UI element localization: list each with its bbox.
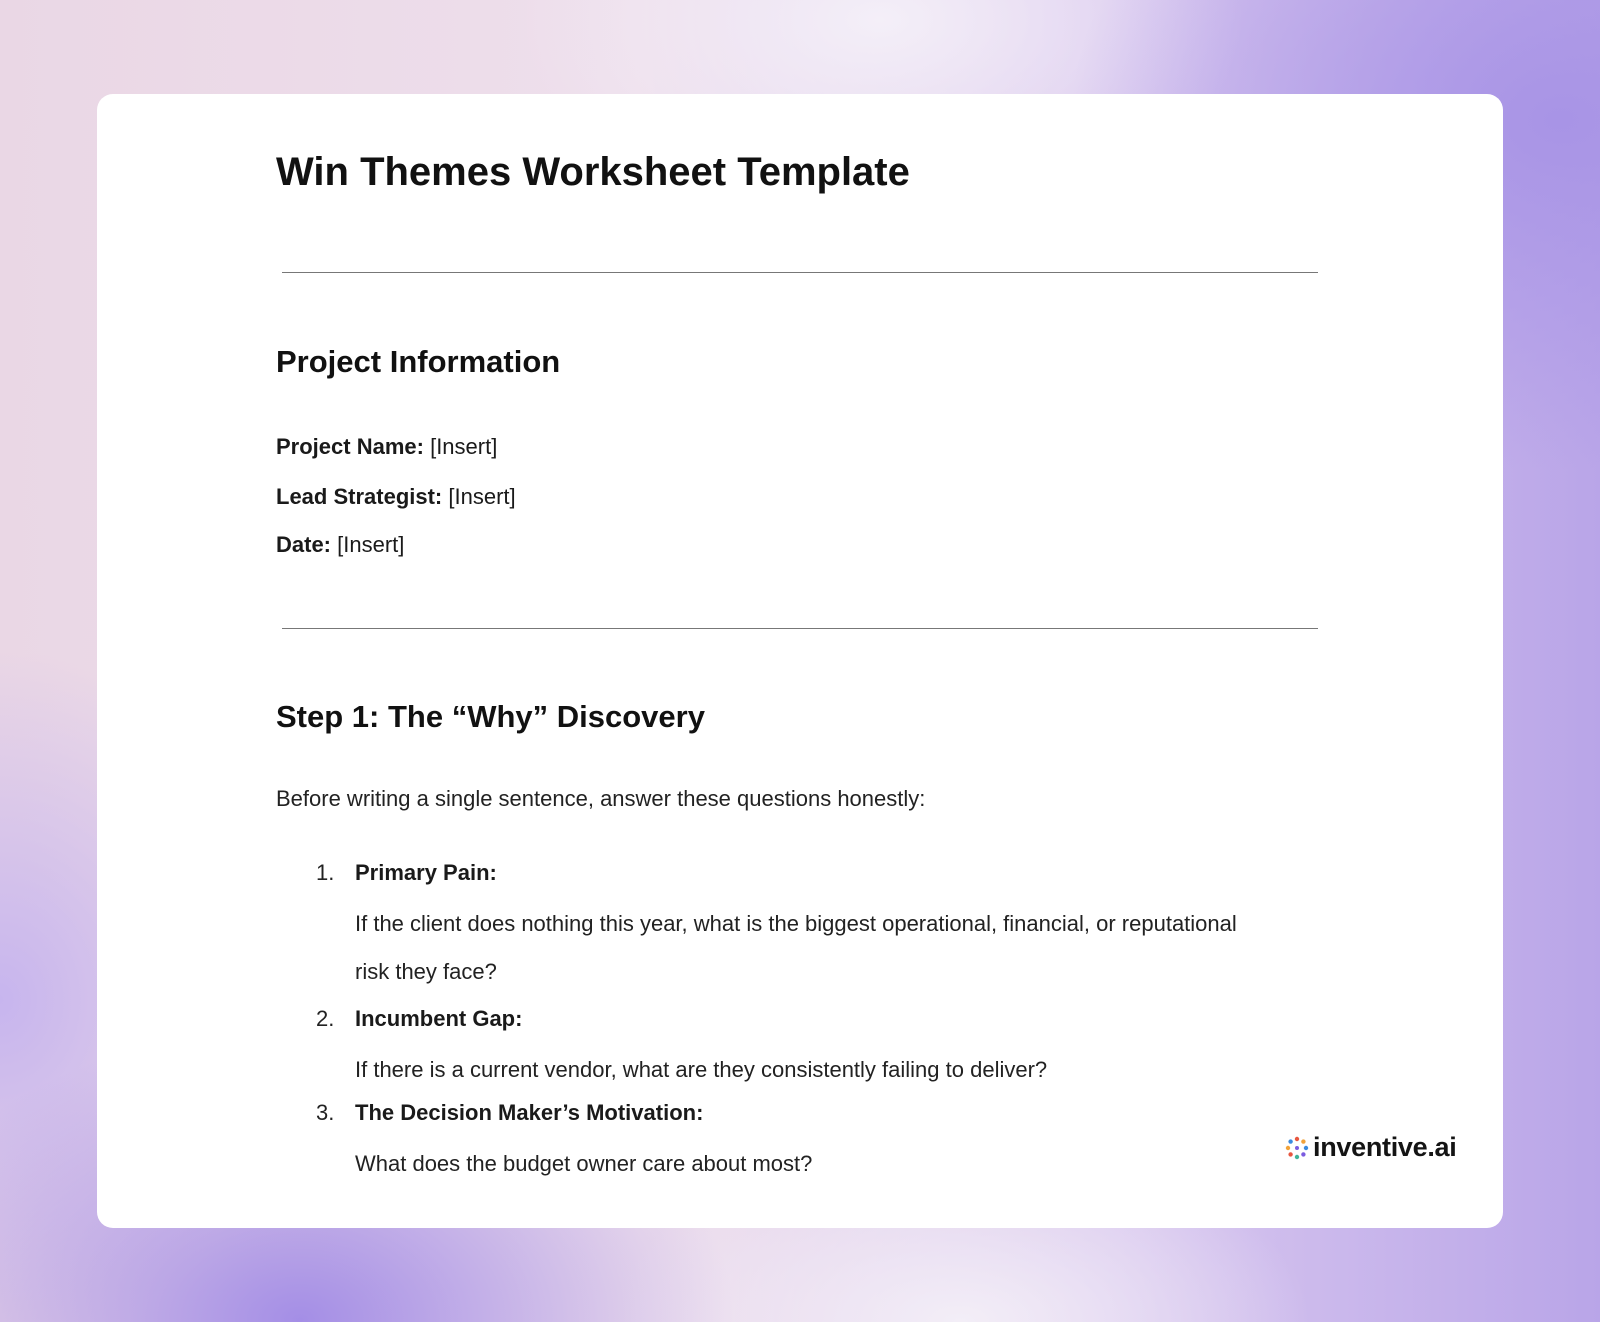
field-label: Lead Strategist: [276, 484, 443, 509]
question-body: If the client does nothing this year, what is the biggest operational, financial, or reputational risk they face? [355, 911, 1237, 984]
project-name-field [276, 434, 497, 460]
question-title: The Decision Maker’s Motivation: [355, 1100, 704, 1125]
page-title: Win Themes Worksheet Template [276, 150, 910, 194]
question-body: If there is a current vendor, what are they consistently failing to deliver? [355, 1057, 1048, 1082]
question-title: Primary Pain: [355, 860, 497, 885]
list-number: 3. [316, 1100, 335, 1125]
list-number: 1. [316, 860, 335, 885]
step1-intro: Before writing a single sentence, answer these questions honestly: [276, 786, 926, 811]
field-label: Project Name: [276, 434, 424, 459]
field-value: [Insert] [430, 434, 498, 459]
brand-logo-text: inventive.ai [1313, 1132, 1457, 1162]
lead-strategist-field [276, 484, 516, 510]
step1-heading: Step 1: The “Why” Discovery [276, 699, 705, 734]
question-body: What does the budget owner care about most? [355, 1151, 813, 1176]
divider [282, 628, 1318, 629]
inventive-spark-icon [1285, 1136, 1309, 1160]
project-information-heading: Project Information [276, 344, 561, 379]
divider [282, 272, 1318, 273]
field-value: [Insert] [448, 484, 516, 509]
question-title: Incumbent Gap: [355, 1006, 523, 1031]
field-value: [Insert] [337, 532, 405, 557]
date-field [276, 532, 404, 558]
list-number: 2. [316, 1006, 335, 1031]
document-card [97, 94, 1503, 1228]
brand-logo [1285, 1132, 1456, 1163]
field-label: Date: [276, 532, 332, 557]
